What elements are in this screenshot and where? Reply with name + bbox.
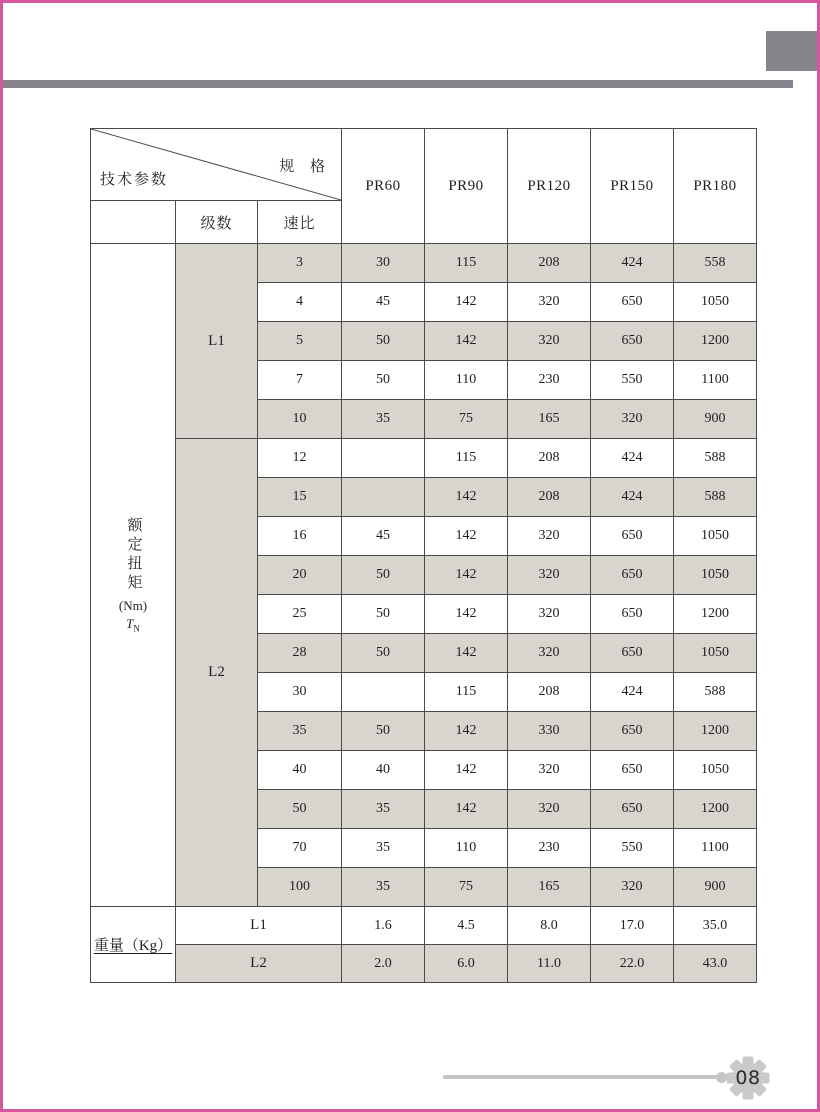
torque-value-cell: 230 [508, 829, 591, 868]
ratio-cell: 10 [258, 400, 342, 439]
torque-vertical-label: 额定扭矩 [125, 516, 142, 593]
torque-value-cell: 1050 [674, 517, 757, 556]
page-number-gear [726, 1056, 770, 1100]
torque-value-cell: 650 [591, 556, 674, 595]
torque-value-cell: 35 [342, 868, 425, 907]
torque-value-cell: 142 [425, 634, 508, 673]
weight-value-cell: 8.0 [508, 907, 591, 945]
weight-value-cell: 22.0 [591, 945, 674, 983]
header-rule-bar [3, 80, 793, 88]
torque-value-cell: 900 [674, 868, 757, 907]
torque-value-cell: 588 [674, 439, 757, 478]
torque-value-cell: 320 [591, 868, 674, 907]
ratio-cell: 3 [258, 244, 342, 283]
torque-value-cell: 1200 [674, 790, 757, 829]
spec-table [90, 128, 757, 983]
torque-value-cell [342, 478, 425, 517]
torque-value-cell: 320 [508, 595, 591, 634]
torque-value-cell: 320 [508, 751, 591, 790]
torque-value-cell: 40 [342, 751, 425, 790]
torque-value-cell: 1050 [674, 283, 757, 322]
torque-value-cell: 50 [342, 361, 425, 400]
torque-value-cell: 1200 [674, 712, 757, 751]
weight-label-cell [91, 907, 176, 983]
column-header: PR180 [674, 129, 757, 244]
ratio-cell: 100 [258, 868, 342, 907]
torque-value-cell: 115 [425, 439, 508, 478]
torque-value-cell: 650 [591, 283, 674, 322]
torque-value-cell: 320 [591, 400, 674, 439]
torque-value-cell: 650 [591, 322, 674, 361]
torque-value-cell: 165 [508, 868, 591, 907]
torque-value-cell: 320 [508, 283, 591, 322]
ratio-cell: 12 [258, 439, 342, 478]
header-accent-block [766, 31, 817, 71]
corner-empty-cell [91, 201, 176, 244]
torque-value-cell: 230 [508, 361, 591, 400]
torque-value-cell: 320 [508, 790, 591, 829]
torque-value-cell: 1200 [674, 322, 757, 361]
torque-value-cell: 75 [425, 868, 508, 907]
torque-value-cell: 1050 [674, 634, 757, 673]
ratio-cell: 25 [258, 595, 342, 634]
torque-value-cell: 142 [425, 556, 508, 595]
torque-value-cell: 1200 [674, 595, 757, 634]
torque-value-cell: 588 [674, 673, 757, 712]
torque-value-cell: 142 [425, 595, 508, 634]
ratio-cell: 70 [258, 829, 342, 868]
torque-value-cell: 424 [591, 478, 674, 517]
torque-label-cell [91, 244, 176, 907]
torque-value-cell: 588 [674, 478, 757, 517]
torque-value-cell: 320 [508, 634, 591, 673]
torque-value-cell: 115 [425, 244, 508, 283]
torque-value-cell: 45 [342, 283, 425, 322]
torque-unit: (Nm) [118, 597, 148, 613]
ratio-cell: 50 [258, 790, 342, 829]
torque-value-cell: 165 [508, 400, 591, 439]
torque-value-cell: 424 [591, 244, 674, 283]
torque-value-cell: 320 [508, 556, 591, 595]
torque-value-cell: 30 [342, 244, 425, 283]
torque-value-cell: 142 [425, 790, 508, 829]
torque-value-cell: 142 [425, 517, 508, 556]
weight-value-cell: 17.0 [591, 907, 674, 945]
ratio-cell: 4 [258, 283, 342, 322]
torque-value-cell: 50 [342, 595, 425, 634]
corner-params-label: 技术参数 [100, 172, 169, 188]
torque-value-cell: 110 [425, 361, 508, 400]
weight-value-cell: 11.0 [508, 945, 591, 983]
ratio-cell: 35 [258, 712, 342, 751]
torque-value-cell: 208 [508, 478, 591, 517]
torque-value-cell: 424 [591, 439, 674, 478]
torque-value-cell: 1100 [674, 829, 757, 868]
torque-value-cell: 650 [591, 634, 674, 673]
weight-row [91, 945, 757, 983]
torque-value-cell: 1050 [674, 556, 757, 595]
stage-header: 级数 [176, 201, 258, 244]
torque-value-cell: 208 [508, 439, 591, 478]
weight-value-cell: 6.0 [425, 945, 508, 983]
ratio-cell: 16 [258, 517, 342, 556]
torque-row [91, 439, 757, 478]
stage-cell: L1 [176, 244, 258, 439]
weight-value-cell: 2.0 [342, 945, 425, 983]
corner-cell [91, 129, 342, 201]
torque-symbol: $T_N$ [126, 615, 140, 634]
weight-value-cell: 1.6 [342, 907, 425, 945]
torque-value-cell: 330 [508, 712, 591, 751]
torque-value-cell: 650 [591, 712, 674, 751]
torque-value-cell: 50 [342, 712, 425, 751]
column-header: PR150 [591, 129, 674, 244]
torque-value-cell: 35 [342, 829, 425, 868]
torque-value-cell [342, 439, 425, 478]
footer-rule [443, 1075, 723, 1079]
torque-value-cell: 142 [425, 712, 508, 751]
column-header: PR120 [508, 129, 591, 244]
column-header: PR90 [425, 129, 508, 244]
ratio-cell: 15 [258, 478, 342, 517]
torque-value-cell: 208 [508, 244, 591, 283]
torque-value-cell: 110 [425, 829, 508, 868]
weight-label: 重量（Kg） [93, 938, 173, 954]
torque-value-cell: 650 [591, 751, 674, 790]
weight-stage-cell: L1 [176, 907, 342, 945]
ratio-cell: 20 [258, 556, 342, 595]
torque-value-cell: 550 [591, 829, 674, 868]
torque-value-cell: 50 [342, 634, 425, 673]
weight-value-cell: 4.5 [425, 907, 508, 945]
torque-value-cell: 650 [591, 595, 674, 634]
weight-stage-cell: L2 [176, 945, 342, 983]
corner-spec-label: 规 格 [279, 159, 332, 175]
column-header: PR60 [342, 129, 425, 244]
weight-value-cell: 43.0 [674, 945, 757, 983]
torque-value-cell: 320 [508, 517, 591, 556]
ratio-cell: 7 [258, 361, 342, 400]
torque-value-cell: 142 [425, 751, 508, 790]
torque-row [91, 244, 757, 283]
torque-value-cell: 650 [591, 517, 674, 556]
torque-value-cell: 208 [508, 673, 591, 712]
torque-value-cell: 142 [425, 322, 508, 361]
torque-value-cell: 50 [342, 556, 425, 595]
torque-value-cell: 142 [425, 283, 508, 322]
torque-value-cell: 75 [425, 400, 508, 439]
weight-value-cell: 35.0 [674, 907, 757, 945]
torque-value-cell: 550 [591, 361, 674, 400]
ratio-cell: 40 [258, 751, 342, 790]
torque-value-cell: 115 [425, 673, 508, 712]
table-header-row [91, 129, 757, 201]
page-number: 08 [735, 1067, 761, 1089]
torque-value-cell: 1050 [674, 751, 757, 790]
torque-value-cell: 50 [342, 322, 425, 361]
torque-value-cell: 35 [342, 790, 425, 829]
torque-value-cell: 45 [342, 517, 425, 556]
stage-cell: L2 [176, 439, 258, 907]
weight-row [91, 907, 757, 945]
ratio-header: 速比 [258, 201, 342, 244]
ratio-cell: 30 [258, 673, 342, 712]
torque-value-cell: 424 [591, 673, 674, 712]
torque-value-cell: 320 [508, 322, 591, 361]
torque-value-cell: 650 [591, 790, 674, 829]
ratio-cell: 28 [258, 634, 342, 673]
torque-value-cell: 35 [342, 400, 425, 439]
ratio-cell: 5 [258, 322, 342, 361]
torque-value-cell: 1100 [674, 361, 757, 400]
torque-value-cell: 142 [425, 478, 508, 517]
torque-value-cell [342, 673, 425, 712]
torque-value-cell: 558 [674, 244, 757, 283]
torque-value-cell: 900 [674, 400, 757, 439]
